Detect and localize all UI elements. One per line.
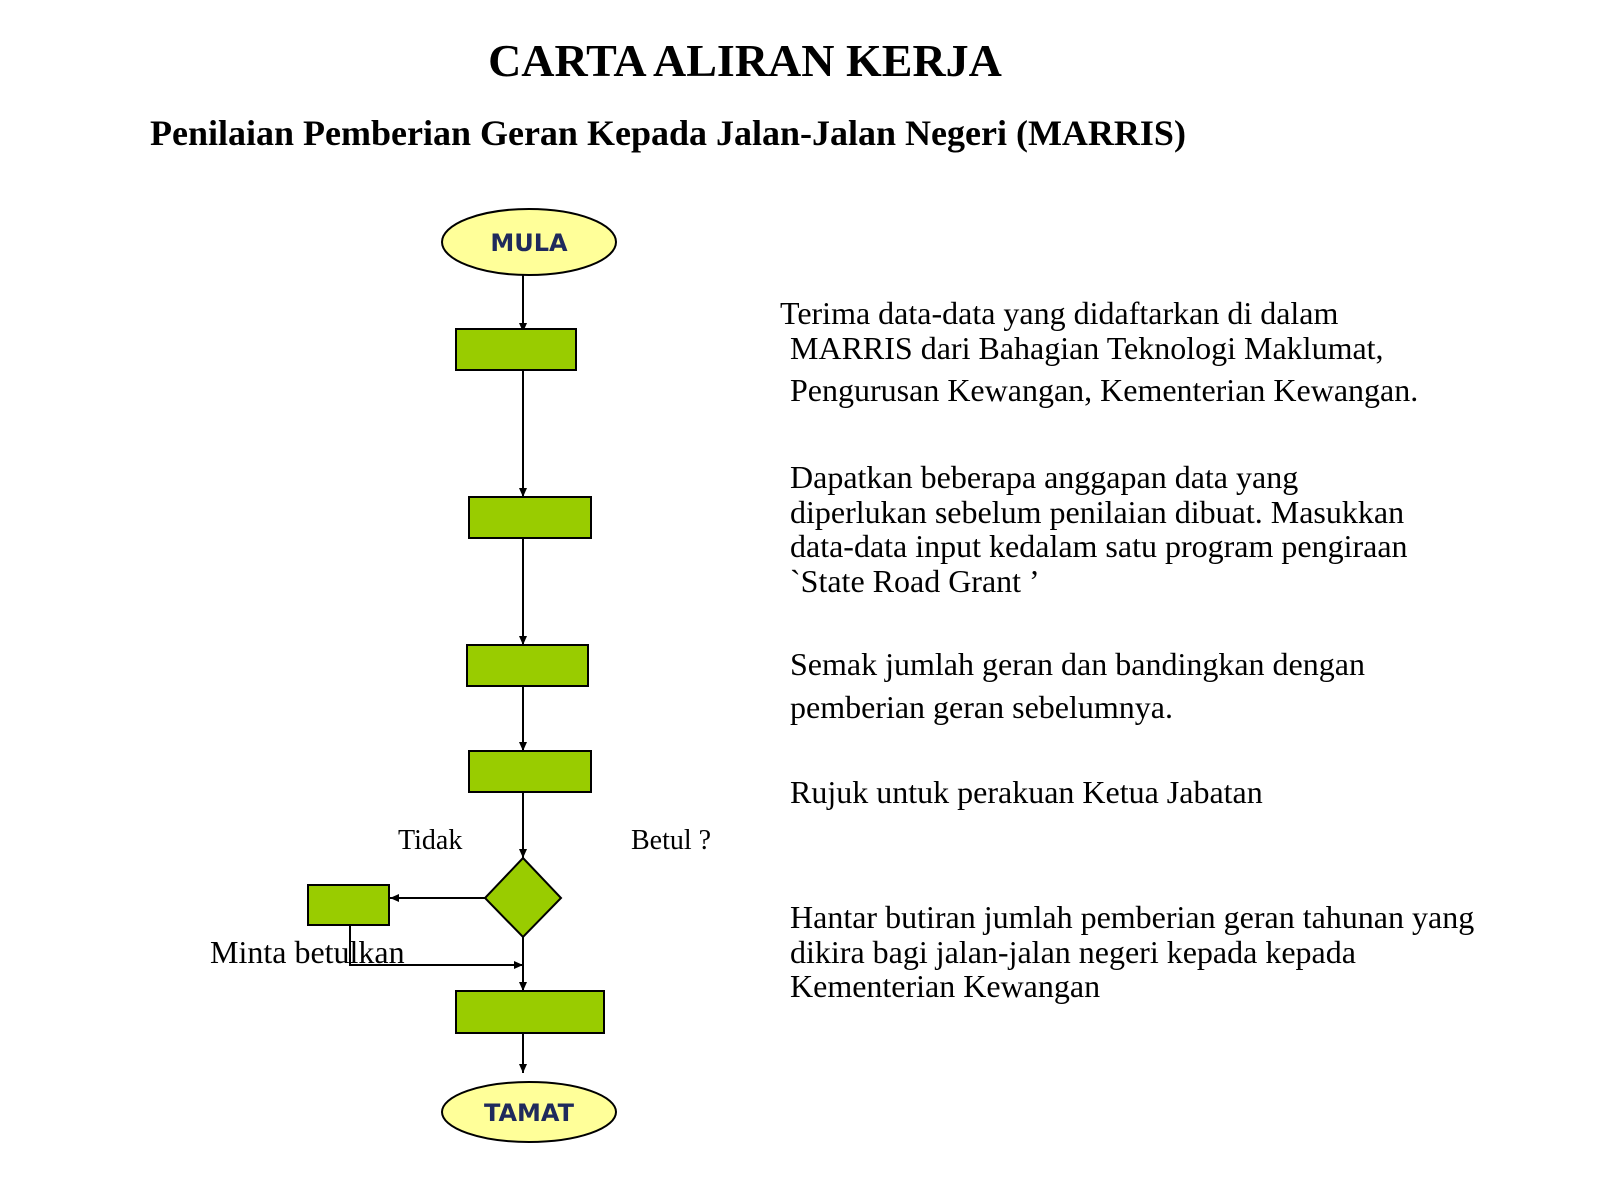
step4-description — [790, 775, 1263, 810]
step3-line1: Semak jumlah geran dan bandingkan dengan — [790, 646, 1365, 682]
process-box-correction — [308, 885, 389, 925]
step2-line4: `State Road Grant ’ — [790, 562, 1040, 599]
step5-description — [790, 900, 1474, 1004]
process-box-step4 — [469, 751, 591, 792]
step2-line2: diperlukan sebelum penilaian dibuat. Masukkan — [790, 493, 1405, 530]
step2-line3: data-data input kedalam satu program pengiraan — [790, 528, 1408, 565]
step3-line2: pemberian geran sebelumnya. — [790, 688, 1173, 725]
step1-line1: Terima data-data yang didaftarkan di dalam — [780, 295, 1339, 331]
decision-no-label: Tidak — [398, 825, 463, 856]
process-box-step5 — [456, 991, 604, 1033]
step5-line1: Hantar butiran jumlah pemberian geran tahunan yang — [790, 899, 1475, 935]
decision-diamond — [485, 858, 561, 937]
step1-line3: Pengurusan Kewangan, Kementerian Kewangan. — [790, 372, 1419, 409]
step5-line2: dikira bagi jalan-jalan negeri kepada kepada — [790, 933, 1356, 970]
end-label: TAMAT — [483, 1099, 575, 1127]
step3-description — [790, 647, 1365, 724]
step4-line1: Rujuk untuk perakuan Ketua Jabatan — [790, 774, 1263, 810]
process-box-step1 — [456, 329, 576, 370]
step2-description — [790, 460, 1408, 598]
start-label: MULA — [490, 229, 568, 257]
step2-line1: Dapatkan beberapa anggapan data yang — [790, 459, 1299, 495]
step1-line2: MARRIS dari Bahagian Teknologi Maklumat, — [790, 329, 1384, 366]
step1-description — [780, 296, 1418, 408]
page-subtitle: Penilaian Pemberian Geran Kepada Jalan-Jalan Negeri (MARRIS) — [150, 113, 1186, 153]
process-box-step3 — [467, 645, 588, 686]
correction-label: Minta betulkan — [210, 934, 405, 970]
process-box-step2 — [469, 497, 591, 538]
page-title: CARTA ALIRAN KERJA — [488, 35, 1002, 86]
step5-line3: Kementerian Kewangan — [790, 968, 1101, 1005]
decision-question-label: Betul ? — [631, 825, 712, 856]
